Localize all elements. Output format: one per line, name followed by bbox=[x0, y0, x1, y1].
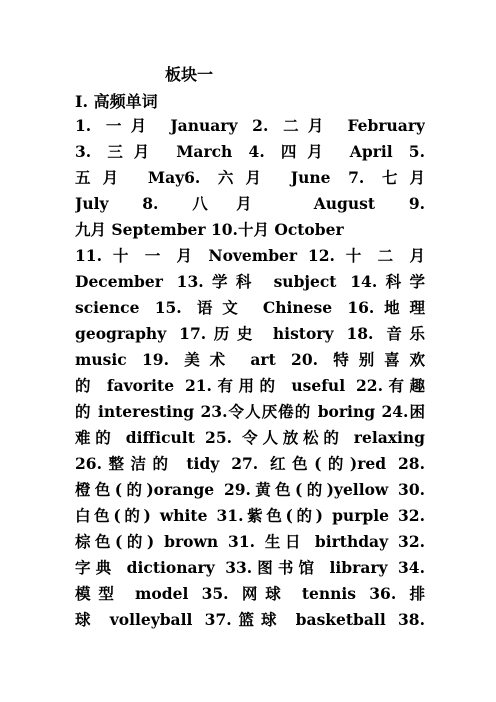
vocab-line: 11. 十 一 月 November 12. 十 二 月 bbox=[75, 246, 425, 265]
vocab-line: 五月 May6. 六月 June 7. 七月 bbox=[75, 168, 425, 187]
vocab-line: 难的 difficult 25. 令人放松的 relaxing bbox=[75, 428, 425, 447]
vocab-line: 橙色(的)orange 29.黄色(的)yellow 30. bbox=[75, 480, 425, 499]
document-title: 板块一 bbox=[165, 65, 214, 84]
vocab-line: 26.整洁的 tidy 27. 红色(的)red 28. bbox=[75, 454, 425, 473]
vocab-line: science 15. 语文 Chinese 16.地理 bbox=[75, 298, 425, 317]
vocab-line: music 19. 美术 art 20. 特别喜欢 bbox=[75, 350, 425, 369]
vocab-line: 白色(的) white 31.紫色(的) purple 32. bbox=[75, 506, 425, 525]
vocab-line: 球 volleyball 37.篮球 basketball 38. bbox=[75, 610, 425, 629]
vocab-line: 字典 dictionary 33.图书馆 library 34. bbox=[75, 558, 425, 577]
vocab-line: July 8. 八月 August 9. bbox=[75, 194, 425, 213]
section-heading: I. 高频单词 bbox=[75, 92, 158, 111]
vocab-line: 的 favorite 21.有用的 useful 22.有趣 bbox=[75, 376, 425, 395]
vocab-line: geography 17.历史 history 18. 音乐 bbox=[75, 324, 425, 343]
vocab-line: 棕色(的) brown 31. 生日 birthday 32. bbox=[75, 532, 425, 551]
vocab-line: 3. 三月 March 4. 四月 April 5. bbox=[75, 142, 425, 161]
vocab-line: December 13.学科 subject 14.科学 bbox=[75, 272, 425, 291]
vocab-line: 九月 September 10.十月 October bbox=[75, 220, 344, 239]
vocab-line: 的 interesting 23.令人厌倦的 boring 24.困 bbox=[75, 402, 425, 421]
vocab-line: 模型 model 35. 网球 tennis 36. 排 bbox=[75, 584, 425, 603]
vocab-line: 1. 一月 January 2. 二月 February bbox=[75, 116, 425, 135]
